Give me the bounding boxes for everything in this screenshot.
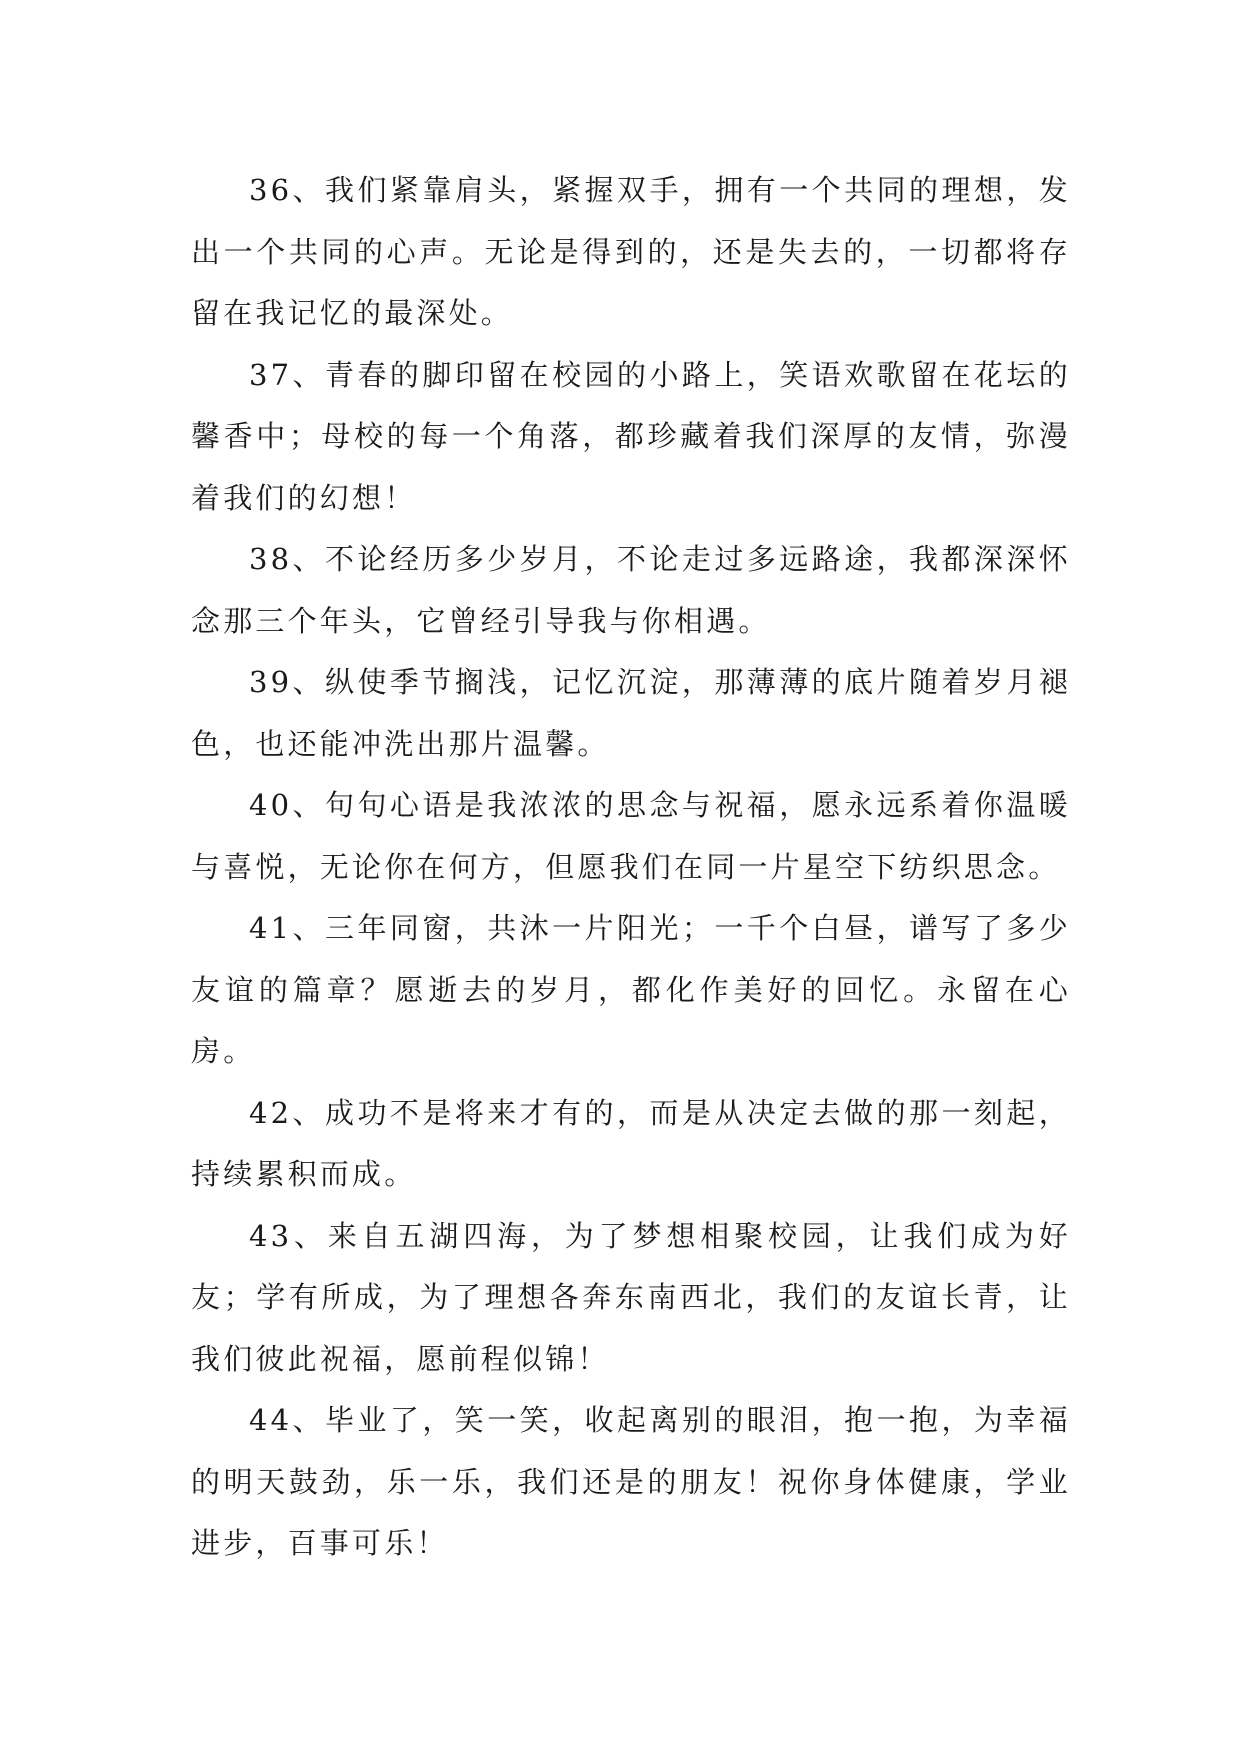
paragraph-42: 42、成功不是将来才有的，而是从决定去做的那一刻起，持续累积而成。 xyxy=(191,1095,1071,1191)
paragraph-43: 43、来自五湖四海，为了梦想相聚校园，让我们成为好友；学有所成，为了理想各奔东南西北，我们的友谊长青，让我们彼此祝福，愿前程似锦！ xyxy=(191,1218,1071,1376)
paragraph-37: 37、青春的脚印留在校园的小路上，笑语欢歌留在花坛的馨香中；母校的每一个角落，都珍藏着我们深厚的友情，弥漫着我们的幻想！ xyxy=(191,357,1071,515)
paragraph-39: 39、纵使季节搁浅，记忆沉淀，那薄薄的底片随着岁月褪色，也还能冲洗出那片温馨。 xyxy=(191,665,1071,761)
paragraph-38: 38、不论经历多少岁月，不论走过多远路途，我都深深怀念那三个年头，它曾经引导我与你相遇。 xyxy=(191,542,1071,638)
paragraph-36: 36、我们紧靠肩头，紧握双手，拥有一个共同的理想，发出一个共同的心声。无论是得到的，还是失去的，一切都将存留在我记忆的最深处。 xyxy=(191,173,1071,330)
document-body xyxy=(191,160,1071,1575)
paragraph-44: 44、毕业了，笑一笑，收起离别的眼泪，抱一抱，为幸福的明天鼓劲，乐一乐，我们还是的朋友！祝你身体健康，学业进步，百事可乐！ xyxy=(191,1403,1071,1560)
paragraph-40: 40、句句心语是我浓浓的思念与祝福，愿永远系着你温暖与喜悦，无论你在何方，但愿我们在同一片星空下纺织思念。 xyxy=(191,788,1071,884)
paragraph-41: 41、三年同窗，共沐一片阳光；一千个白昼，谱写了多少友谊的篇章？愿逝去的岁月，都化作美好的回忆。永留在心房。 xyxy=(191,911,1071,1068)
